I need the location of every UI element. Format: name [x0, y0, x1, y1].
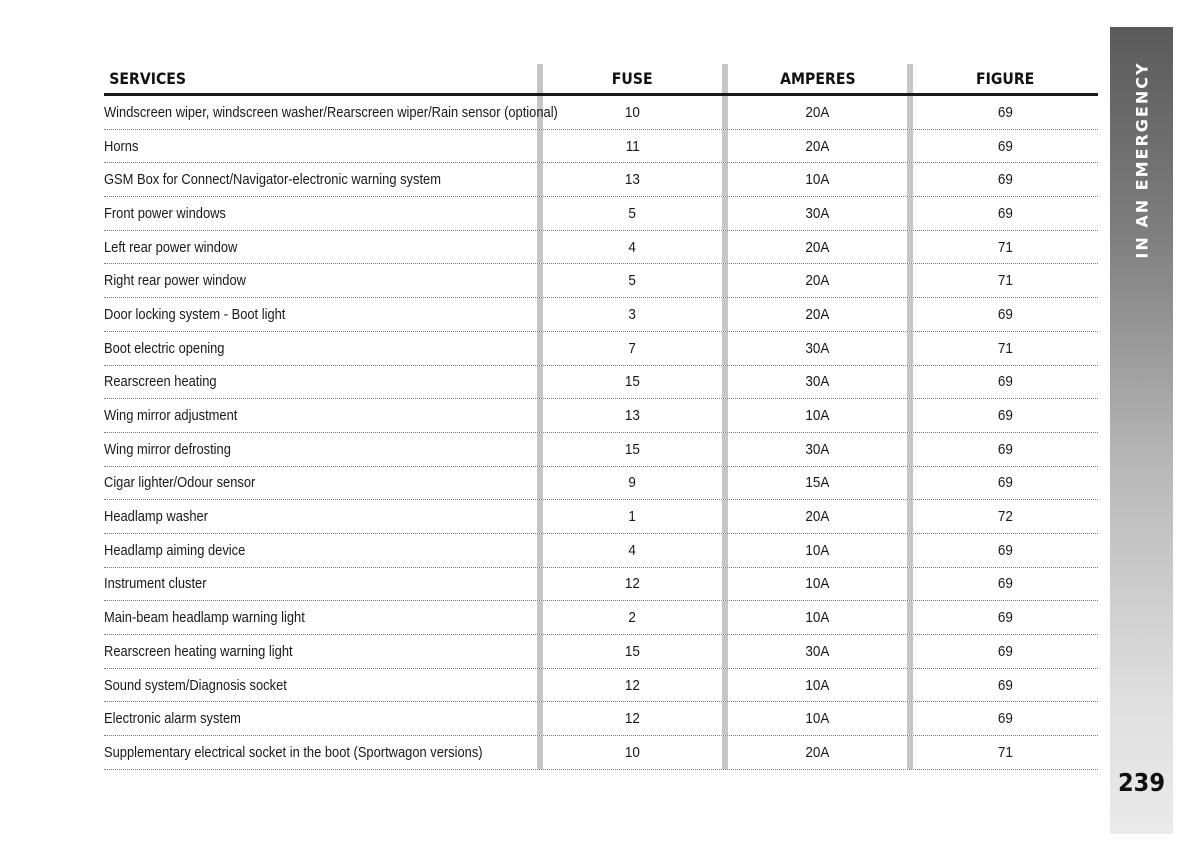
fuse-cell: 5 [628, 272, 637, 290]
figure-cell: 69 [997, 440, 1014, 458]
table-row [104, 601, 1098, 635]
amperes-cell: 10A [805, 676, 830, 694]
header-fuse: FUSE [612, 69, 653, 88]
figure-cell: 72 [997, 508, 1014, 526]
fuse-cell: 4 [628, 541, 637, 559]
service-cell: Supplementary electrical socket in the boot (Sportwagon versions) [104, 743, 483, 761]
table-row [104, 736, 1098, 770]
figure-cell: 71 [997, 339, 1014, 357]
amperes-cell: 10A [805, 609, 830, 627]
service-cell: Main-beam headlamp warning light [104, 609, 305, 627]
fuse-cell: 3 [628, 305, 637, 323]
service-cell: Sound system/Diagnosis socket [104, 676, 287, 694]
table-row [104, 702, 1098, 736]
amperes-cell: 10A [805, 407, 830, 425]
table-row [104, 197, 1098, 231]
service-cell: Boot electric opening [104, 339, 225, 357]
amperes-cell: 10A [805, 541, 830, 559]
service-cell: Electronic alarm system [104, 710, 241, 728]
table-row [104, 298, 1098, 332]
table-body [104, 96, 1098, 770]
figure-cell: 69 [997, 710, 1014, 728]
amperes-cell: 15A [805, 474, 830, 492]
amperes-cell: 30A [805, 642, 830, 660]
figure-cell: 69 [997, 642, 1014, 660]
amperes-cell: 20A [805, 508, 830, 526]
table-row [104, 534, 1098, 568]
fuse-cell: 10 [624, 103, 641, 121]
figure-cell: 69 [997, 103, 1014, 121]
figure-cell: 69 [997, 305, 1014, 323]
service-cell: Instrument cluster [104, 575, 207, 593]
table-row [104, 500, 1098, 534]
amperes-cell: 20A [805, 103, 830, 121]
table-row [104, 635, 1098, 669]
service-cell: Rearscreen heating warning light [104, 642, 293, 660]
fuse-cell: 10 [624, 743, 641, 761]
table-row [104, 399, 1098, 433]
figure-cell: 69 [997, 407, 1014, 425]
amperes-cell: 20A [805, 743, 830, 761]
fuse-cell: 12 [624, 676, 641, 694]
table-row [104, 467, 1098, 501]
section-title: IN AN EMERGENCY [1132, 61, 1152, 259]
figure-cell: 69 [997, 137, 1014, 155]
service-cell: Headlamp aiming device [104, 541, 246, 559]
header-services: SERVICES [109, 69, 187, 88]
table-header-row [104, 64, 1098, 96]
fuse-cell: 13 [624, 171, 641, 189]
service-cell: Cigar lighter/Odour sensor [104, 474, 256, 492]
service-cell: Headlamp washer [104, 508, 208, 526]
amperes-cell: 30A [805, 204, 830, 222]
fuse-cell: 7 [628, 339, 637, 357]
table-row [104, 163, 1098, 197]
service-cell: Wing mirror defrosting [104, 440, 231, 458]
fuse-cell: 15 [624, 642, 641, 660]
table-row [104, 96, 1098, 130]
service-cell: Wing mirror adjustment [104, 407, 238, 425]
service-cell: Door locking system - Boot light [104, 305, 286, 323]
amperes-cell: 10A [805, 171, 830, 189]
fuse-cell: 4 [628, 238, 637, 256]
figure-cell: 69 [997, 204, 1014, 222]
fuse-table [104, 64, 1098, 770]
table-row [104, 433, 1098, 467]
amperes-cell: 10A [805, 710, 830, 728]
service-cell: Right rear power window [104, 272, 246, 290]
amperes-cell: 20A [805, 272, 830, 290]
table-row [104, 130, 1098, 164]
table-row [104, 366, 1098, 400]
service-cell: Front power windows [104, 204, 226, 222]
figure-cell: 71 [997, 743, 1014, 761]
fuse-cell: 2 [628, 609, 637, 627]
amperes-cell: 20A [805, 238, 830, 256]
figure-cell: 69 [997, 373, 1014, 391]
fuse-cell: 11 [625, 137, 640, 155]
fuse-cell: 13 [624, 407, 641, 425]
service-cell: Left rear power window [104, 238, 238, 256]
fuse-cell: 12 [624, 575, 641, 593]
service-cell: Rearscreen heating [104, 373, 217, 391]
figure-cell: 69 [997, 474, 1014, 492]
figure-cell: 69 [997, 676, 1014, 694]
amperes-cell: 20A [805, 137, 830, 155]
table-row [104, 568, 1098, 602]
service-cell: Windscreen wiper, windscreen washer/Rearscreen wiper/Rain sensor (optional) [104, 103, 558, 121]
fuse-cell: 5 [628, 204, 637, 222]
figure-cell: 69 [997, 609, 1014, 627]
table-row [104, 231, 1098, 265]
amperes-cell: 30A [805, 339, 830, 357]
table-row [104, 669, 1098, 703]
figure-cell: 69 [997, 575, 1014, 593]
amperes-cell: 30A [805, 373, 830, 391]
table-row [104, 264, 1098, 298]
fuse-cell: 15 [624, 440, 641, 458]
fuse-cell: 1 [628, 508, 637, 526]
fuse-cell: 15 [624, 373, 641, 391]
figure-cell: 71 [997, 272, 1014, 290]
table-row [104, 332, 1098, 366]
figure-cell: 71 [997, 238, 1014, 256]
amperes-cell: 10A [805, 575, 830, 593]
header-amperes: AMPERES [779, 69, 856, 88]
amperes-cell: 30A [805, 440, 830, 458]
figure-cell: 69 [997, 541, 1014, 559]
figure-cell: 69 [997, 171, 1014, 189]
fuse-cell: 12 [624, 710, 641, 728]
service-cell: Horns [104, 137, 139, 155]
header-figure: FIGURE [976, 69, 1035, 88]
page-number: 239 [1118, 768, 1165, 797]
fuse-cell: 9 [628, 474, 637, 492]
service-cell: GSM Box for Connect/Navigator-electronic warning system [104, 171, 441, 189]
amperes-cell: 20A [805, 305, 830, 323]
